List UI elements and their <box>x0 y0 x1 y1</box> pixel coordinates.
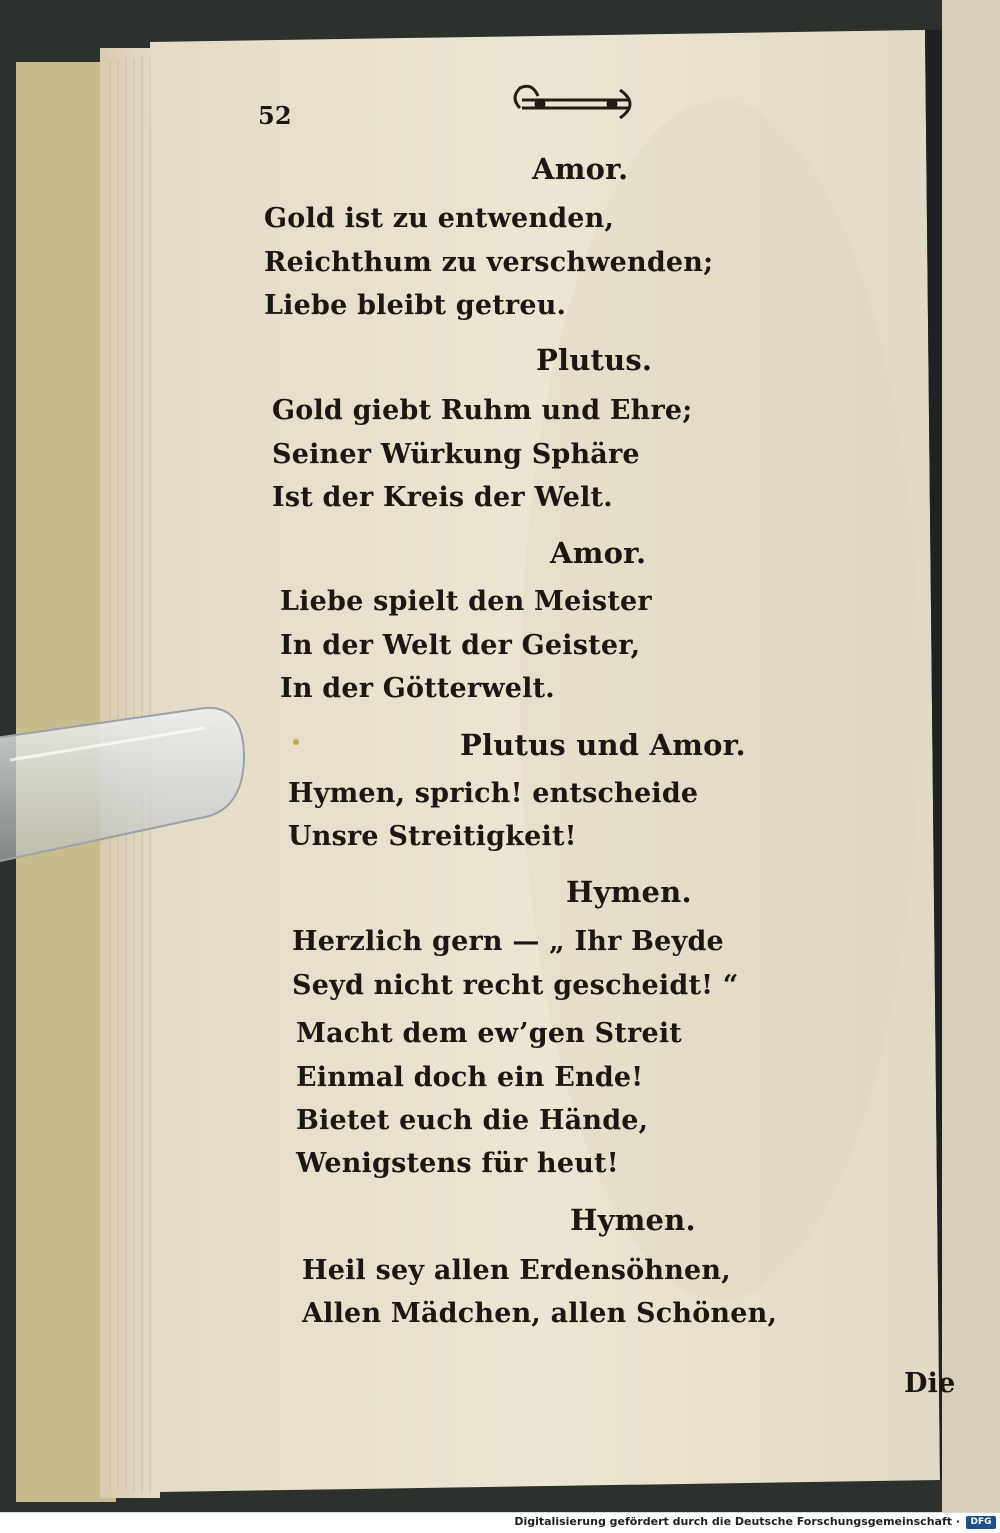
verse-line: Seyd nicht recht gescheidt! “ <box>292 970 739 1001</box>
speaker-label: Amor. <box>532 152 629 186</box>
verse-line: Liebe spielt den Meister <box>280 586 652 617</box>
speaker-label: Plutus und Amor. <box>460 728 746 762</box>
dfg-logo[interactable]: DFG <box>966 1516 996 1529</box>
page-number: 52 <box>258 101 292 130</box>
digitization-footer <box>0 1512 1000 1533</box>
catchword: Die <box>904 1368 956 1399</box>
paper-speck <box>293 739 299 745</box>
speaker-label: Plutus. <box>536 343 653 377</box>
verse-line: Macht dem ew’gen Streit <box>296 1018 682 1049</box>
verse-line: Bietet euch die Hände, <box>296 1105 649 1136</box>
verse-line: Wenigstens für heut! <box>296 1148 619 1179</box>
dfg-credit-text: Digitalisierung gefördert durch die Deutsche Forschungsgemeinschaft · <box>514 1515 960 1528</box>
verse-line: Heil sey allen Erdensöhnen, <box>302 1255 731 1286</box>
speaker-label: Hymen. <box>570 1203 696 1237</box>
verse-line: In der Welt der Geister, <box>280 630 641 661</box>
verse-line: Allen Mädchen, allen Schönen, <box>302 1298 778 1329</box>
verse-line: Ist der Kreis der Welt. <box>272 482 613 513</box>
speaker-label: Hymen. <box>566 875 692 909</box>
verse-line: Reichthum zu verschwenden; <box>264 247 714 278</box>
verse-line: Einmal doch ein Ende! <box>296 1062 644 1093</box>
verse-line: Liebe bleibt getreu. <box>264 290 567 321</box>
speaker-label: Amor. <box>550 536 647 570</box>
verse-line: In der Götterwelt. <box>280 673 555 704</box>
verse-line: Gold giebt Ruhm und Ehre; <box>272 395 693 426</box>
verse-line: Unsre Streitigkeit! <box>288 821 577 852</box>
verse-line: Herzlich gern — „ Ihr Beyde <box>292 926 724 957</box>
verse-line: Gold ist zu entwenden, <box>264 203 615 234</box>
facing-page <box>942 0 1000 1512</box>
verse-line: Hymen, sprich! entscheide <box>288 778 699 809</box>
verse-line: Seiner Würkung Sphäre <box>272 439 640 470</box>
